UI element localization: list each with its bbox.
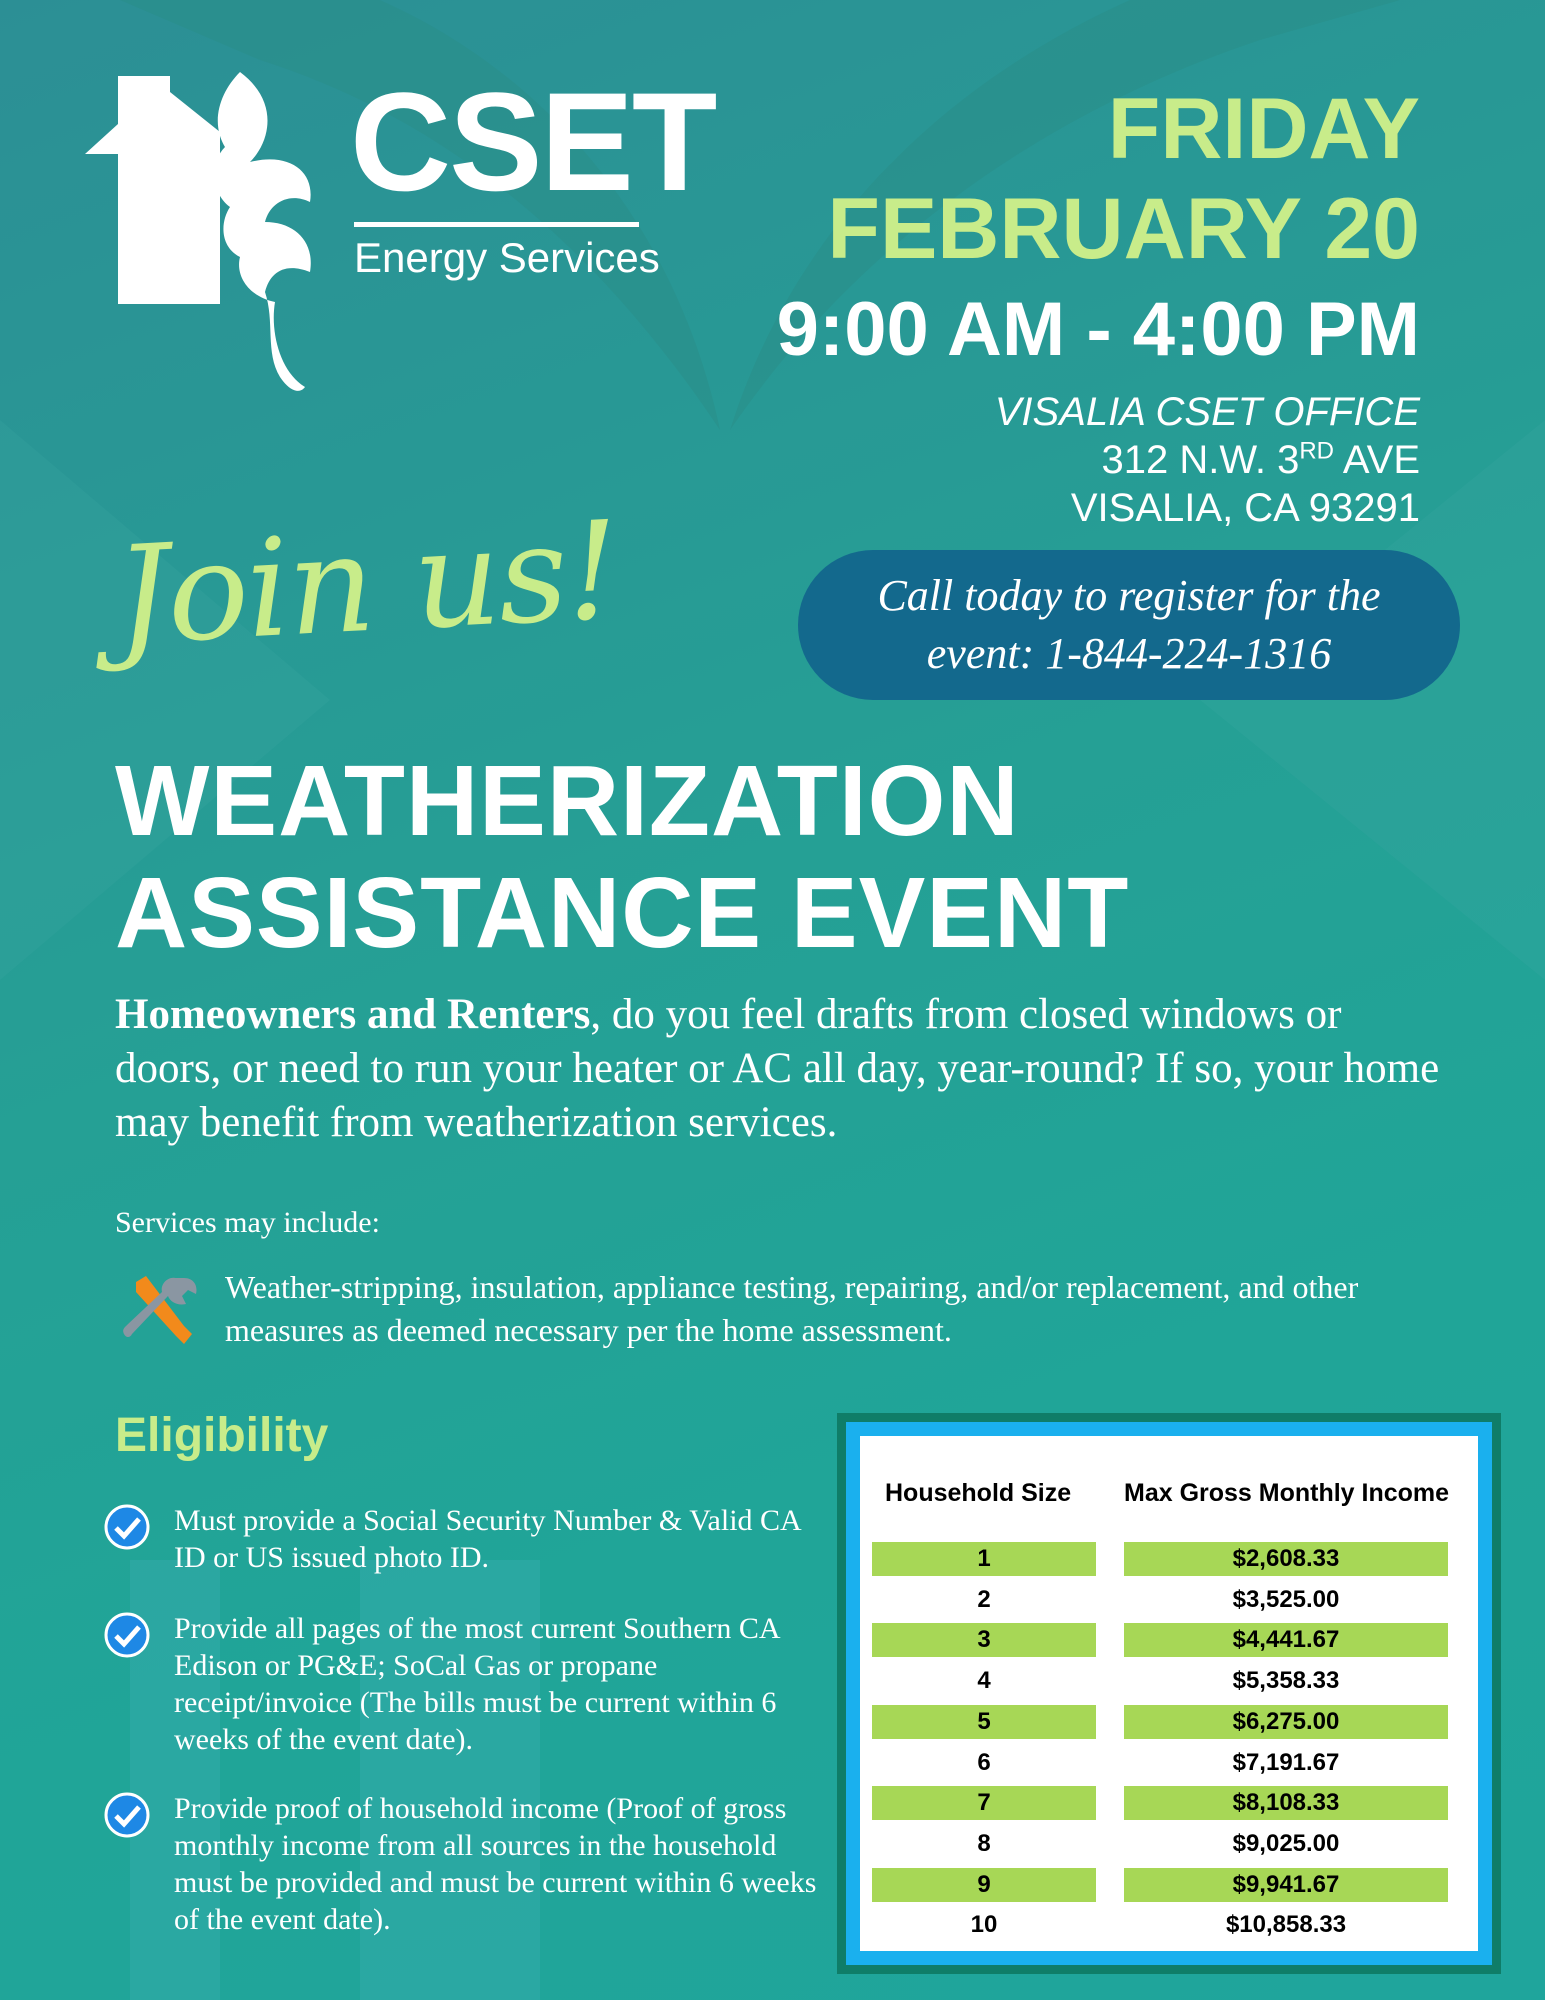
event-details <box>600 81 1420 530</box>
income-cell: $2,608.33 <box>1124 1542 1448 1576</box>
venue-address: 312 N.W. 3RD AVE <box>1101 437 1420 482</box>
table-row <box>860 1746 1478 1780</box>
logo-divider <box>354 222 639 227</box>
income-cell: $7,191.67 <box>1232 1748 1340 1776</box>
income-table <box>860 1436 1478 1951</box>
page-title: WEATHERIZATION ASSISTANCE EVENT <box>115 745 1130 969</box>
income-cell: $3,525.00 <box>1232 1585 1340 1613</box>
house-leaf-icon <box>80 72 350 402</box>
household-size-cell: 1 <box>872 1542 1096 1576</box>
household-size-cell: 4 <box>977 1667 991 1695</box>
table-row <box>860 1664 1478 1698</box>
join-us-heading: Join us! <box>111 491 622 676</box>
income-cell: $4,441.67 <box>1124 1623 1448 1657</box>
tools-icon <box>122 1272 200 1350</box>
household-size-cell: 8 <box>977 1829 991 1857</box>
household-size-cell: 5 <box>872 1705 1096 1739</box>
checkmark-icon <box>104 1504 150 1550</box>
table-row <box>860 1786 1478 1820</box>
table-row <box>860 1868 1478 1902</box>
income-table-frame <box>837 1413 1501 1974</box>
income-cell: $9,025.00 <box>1232 1829 1340 1857</box>
household-size-cell: 3 <box>872 1623 1096 1657</box>
household-size-cell: 7 <box>872 1786 1096 1820</box>
income-cell: $5,358.33 <box>1232 1667 1340 1695</box>
venue-name: VISALIA CSET OFFICE <box>994 390 1420 434</box>
eligibility-item: Must provide a Social Security Number & Valid CA ID or US issued photo ID. <box>104 1502 824 1582</box>
event-date: FEBRUARY 20 <box>827 181 1420 277</box>
eligibility-heading: Eligibility <box>115 1409 329 1462</box>
services-description: Weather-stripping, insulation, appliance testing, repairing, and/or replacement, and other measures as deemed necessary per the home assessment. <box>225 1269 1359 1348</box>
household-size-cell: 6 <box>977 1748 991 1776</box>
household-size-cell: 9 <box>872 1868 1096 1902</box>
event-day: FRIDAY <box>1107 81 1420 177</box>
event-location <box>600 390 1420 530</box>
household-size-cell: 10 <box>970 1911 998 1939</box>
cset-logo <box>80 63 716 412</box>
table-row <box>860 1908 1478 1942</box>
header-max-income: Max Gross Monthly Income <box>1124 1479 1450 1507</box>
table-row <box>860 1623 1478 1657</box>
income-cell: $8,108.33 <box>1124 1786 1448 1820</box>
intro-paragraph: Homeowners and Renters, do you feel drafts from closed windows or doors, or need to run your heater or AC all day, year-round? If so, your home may benefit from weatherization services. <box>115 991 1440 1146</box>
logo-title: CSET <box>350 63 716 220</box>
checkmark-icon <box>104 1612 150 1658</box>
venue-city: VISALIA, CA 93291 <box>1070 486 1420 530</box>
income-cell: $10,858.33 <box>1225 1911 1347 1939</box>
table-row <box>860 1542 1478 1576</box>
event-time: 9:00 AM - 4:00 PM <box>776 287 1420 372</box>
eligibility-item: Provide all pages of the most current Southern CA Edison or PG&E; SoCal Gas or propane receipt/invoice (The bills must be current within 6 weeks of the event date). <box>104 1610 824 1770</box>
income-cell: $9,941.67 <box>1124 1868 1448 1902</box>
table-row <box>860 1827 1478 1861</box>
register-call-bubble[interactable]: Call today to register for the event: 1-844-224-1316 <box>798 550 1460 700</box>
eligibility-item: Provide proof of household income (Proof of gross monthly income from all sources in the household must be provided and must be current within 6 weeks of the event date). <box>104 1790 824 1950</box>
logo-subtitle: Energy Services <box>354 234 660 281</box>
table-row <box>860 1705 1478 1739</box>
services-label: Services may include: <box>115 1206 380 1239</box>
table-row <box>860 1583 1478 1617</box>
checkmark-icon <box>104 1792 150 1838</box>
income-cell: $6,275.00 <box>1124 1705 1448 1739</box>
household-size-cell: 2 <box>977 1585 991 1613</box>
header-household-size: Household Size <box>885 1479 1072 1507</box>
